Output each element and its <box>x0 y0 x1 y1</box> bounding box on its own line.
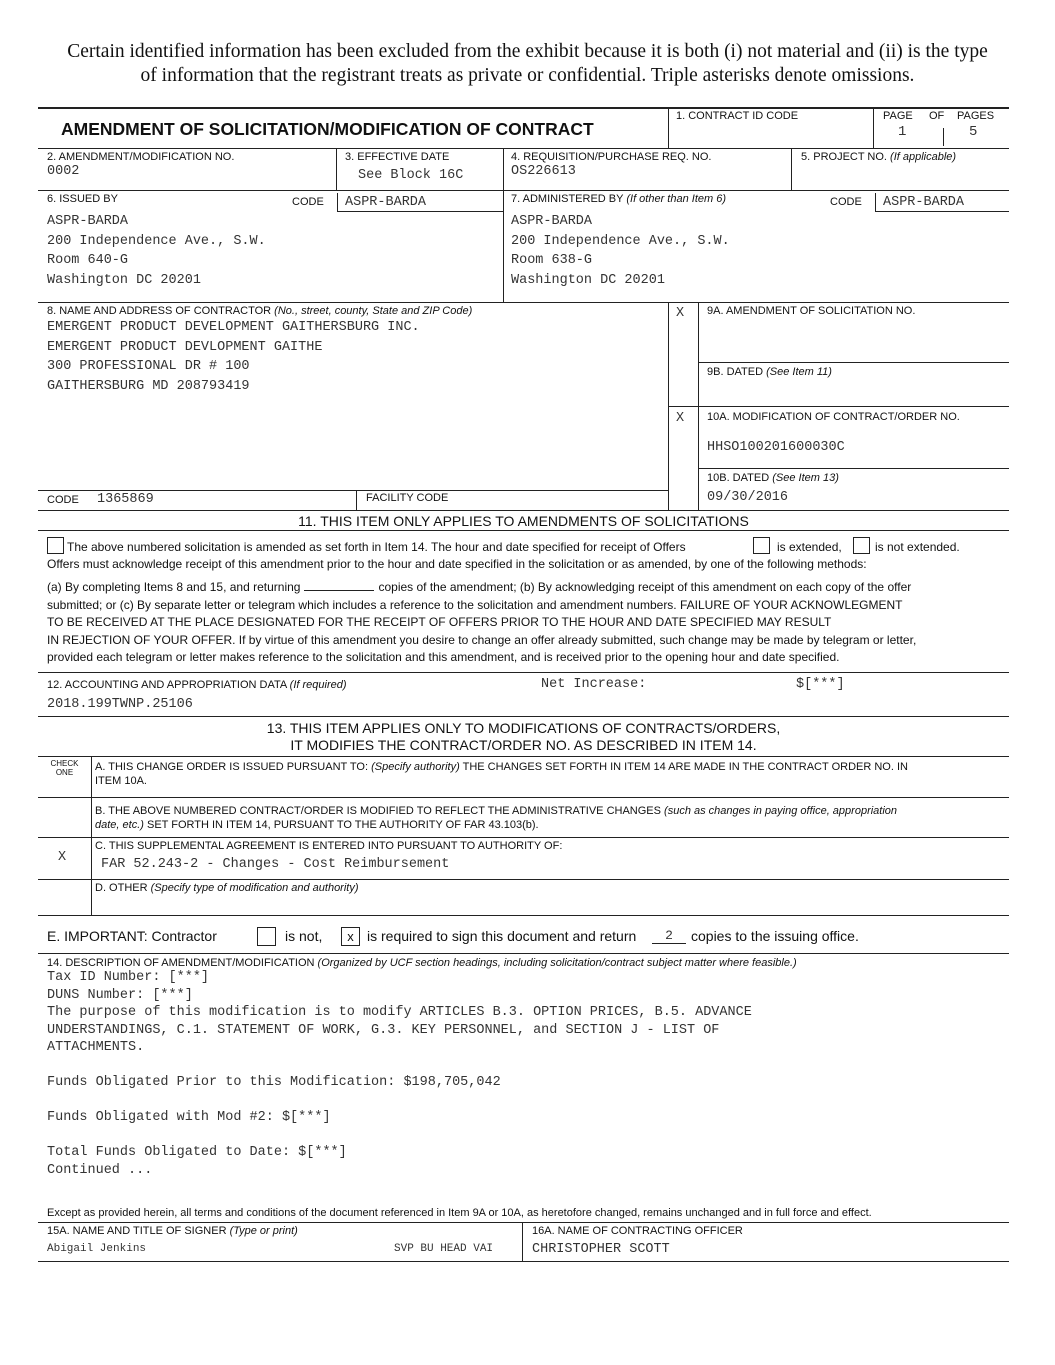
amendment-no-label: 2. AMENDMENT/MODIFICATION NO. <box>47 151 235 163</box>
issued-by-address <box>47 212 266 290</box>
rule <box>38 1261 1009 1262</box>
administered-by-code: ASPR-BARDA <box>883 195 965 210</box>
paragraph-line: (a) By completing Items 8 and 15, and returning copies of the amendment; (b) By acknowledging receipt of this amendment on each copy of the offer <box>47 580 912 594</box>
is-not-checkbox[interactable] <box>257 927 276 946</box>
rule <box>943 128 944 146</box>
solicitation-amended-checkbox[interactable] <box>47 537 64 554</box>
contract-number: HHSO100201600030C <box>707 440 845 455</box>
dated-10b: 09/30/2016 <box>707 490 789 505</box>
rule <box>668 406 1009 407</box>
rule <box>38 510 1009 511</box>
form-title: AMENDMENT OF SOLICITATION/MODIFICATION OF CONTRACT <box>61 119 594 139</box>
rule <box>38 837 1009 838</box>
rule <box>698 362 1009 363</box>
signer-name: Abigail Jenkins <box>47 1243 147 1255</box>
important-label: E. IMPORTANT: Contractor <box>47 928 217 944</box>
signer-title: SVP BU HEAD VAI <box>394 1243 494 1255</box>
rule <box>38 915 1009 916</box>
signer-label: 15A. NAME AND TITLE OF SIGNER (Type or print) <box>47 1225 298 1237</box>
address-line: Washington DC 20201 <box>511 272 665 288</box>
rule <box>38 302 1009 303</box>
address-line: 300 PROFESSIONAL DR # 100 <box>47 359 250 374</box>
administered-by-code-label: CODE <box>830 196 862 208</box>
rule <box>522 1222 523 1262</box>
option-b-text: B. THE ABOVE NUMBERED CONTRACT/ORDER IS MODIFIED TO REFLECT THE ADMINISTRATIVE CHANGES (such as changes in paying office, appropriation date, etc.) SET FORTH IN ITEM 14, PURSUANT TO THE AUTHORITY OF FAR 43.103(b). <box>95 805 898 831</box>
requisition-no: OS226613 <box>511 164 576 179</box>
option-a-text: A. THIS CHANGE ORDER IS ISSUED PURSUANT TO: (Specify authority) THE CHANGES SET FORTH IN ITEM 14 ARE MADE IN THE CONTRACT ORDER NO. IN ITEM 10A. <box>95 761 908 787</box>
address-line: EMERGENT PRODUCT DEVELOPMENT GAITHERSBURG INC. <box>47 320 420 335</box>
item11-line1: The above numbered solicitation is amended as set forth in Item 14. The hour and date specified for receipt of Offers <box>67 540 686 554</box>
is-not-extended-checkbox[interactable] <box>853 537 870 554</box>
address-line: ASPR-BARDA <box>47 214 129 229</box>
option-c-text: C. THIS SUPPLEMENTAL AGREEMENT IS ENTERED INTO PURSUANT TO AUTHORITY OF: <box>95 840 563 852</box>
disclaimer-line-1: Certain identified information has been excluded from the exhibit because it is both (i) not material and (ii) is the type <box>67 41 988 62</box>
accounting-data: 2018.199TWNP.25106 <box>47 697 193 712</box>
rule <box>668 107 669 148</box>
option-d-text: D. OTHER (Specify type of modification and authority) <box>95 882 359 894</box>
item13-heading <box>38 720 1009 754</box>
copies-count: 2 <box>652 929 686 944</box>
amendment-no: 0002 <box>47 164 80 179</box>
page-number: 1 <box>898 124 907 140</box>
paragraph-line: IN REJECTION OF YOUR OFFER. If by virtue of this amendment you desire to change an offer already submitted, such change may be made by telegram or letter, <box>47 632 917 647</box>
contractor-address <box>47 318 420 396</box>
dated-10b-label: 10B. DATED (See Item 13) <box>707 472 839 484</box>
rule <box>38 797 1009 798</box>
address-line: Room 638-G <box>511 253 593 268</box>
rule <box>38 716 1009 717</box>
item13-heading-line-1: 13. THIS ITEM APPLIES ONLY TO MODIFICATIONS OF CONTRACTS/ORDERS, <box>266 720 781 736</box>
contractor-code: 1365869 <box>97 492 154 507</box>
copies-label: copies to the issuing office. <box>691 928 859 944</box>
administered-by-label: 7. ADMINISTERED BY (If other than Item 6) <box>511 193 726 205</box>
modification-contract-label: 10A. MODIFICATION OF CONTRACT/ORDER NO. <box>707 411 960 423</box>
mark-10a: X <box>676 411 685 426</box>
is-not-label: is not, <box>285 928 323 944</box>
paragraph-line: provided each telegram or letter makes reference to the solicitation and this amendment, and is received prior to the opening hour and date specified. <box>47 650 840 664</box>
paragraph-line: submitted; or (c) By separate letter or telegram which includes a reference to the solicitation and amendment numbers. FAILURE OF YOUR ACKNOWLEGMENT <box>47 597 903 612</box>
amendment-solicitation-label: 9A. AMENDMENT OF SOLICITATION NO. <box>707 305 916 317</box>
effective-date: See Block 16C <box>358 168 464 183</box>
item11-paragraph <box>47 579 916 667</box>
rule <box>875 211 1009 212</box>
description-label: 14. DESCRIPTION OF AMENDMENT/MODIFICATION (Organized by UCF section headings, including solicitation/contract subject matter where feasible.) <box>47 957 797 969</box>
rule <box>873 107 874 148</box>
option-c-authority: FAR 52.243-2 - Changes - Cost Reimbursement <box>101 857 450 872</box>
description-body: Tax ID Number: [***] DUNS Number: [***] The purpose of this modification is to modify ARTICLES B.3. OPTION PRICES, B.5. ADVANCE UNDERSTANDINGS, C.1. STATEMENT OF WORK, G.3. KEY PERSONNEL, and SECTION J - LIST OF ATTACHMENTS. Funds Obligated Prior to this Modification: $198,705,042 Funds Obligated with Mod #2: $[***] Total Funds Obligated to Date: $[***] Continued ... <box>47 970 752 1178</box>
officer-label: 16A. NAME OF CONTRACTING OFFICER <box>532 1225 743 1237</box>
issued-by-code: ASPR-BARDA <box>345 195 427 210</box>
rule <box>336 148 337 190</box>
is-required-label: is required to sign this document and return <box>367 928 637 944</box>
rule <box>38 1222 1009 1223</box>
rule <box>38 879 1009 880</box>
disclaimer <box>0 40 1055 88</box>
is-not-extended-label: is not extended. <box>875 540 960 554</box>
rule <box>38 530 1009 531</box>
rule <box>875 193 876 211</box>
except-text: Except as provided herein, all terms and conditions of the document referenced in Item 9A or 10A, as heretofore changed, remains unchanged and in full force and effect. <box>47 1207 872 1219</box>
address-line: GAITHERSBURG MD 208793419 <box>47 378 250 394</box>
check-one-label: CHECK ONE <box>50 759 79 777</box>
rule <box>503 190 504 302</box>
of-label: OF <box>929 110 945 122</box>
rule-header <box>38 148 1009 149</box>
is-required-checkbox[interactable]: x <box>341 927 360 946</box>
address-line: Room 640-G <box>47 253 129 268</box>
accounting-label: 12. ACCOUNTING AND APPROPRIATION DATA (If required) <box>47 679 347 691</box>
address-line: EMERGENT PRODUCT DEVLOPMENT GAITHE <box>47 339 323 355</box>
project-no-label: 5. PROJECT NO. (If applicable) <box>801 151 957 163</box>
pages-label: PAGES <box>957 110 995 122</box>
contract-id-label: 1. CONTRACT ID CODE <box>676 110 799 122</box>
address-line: 200 Independence Ave., S.W. <box>511 233 730 249</box>
mark-9a: X <box>676 306 685 321</box>
contractor-label: 8. NAME AND ADDRESS OF CONTRACTOR (No., street, county, State and ZIP Code) <box>47 305 473 317</box>
address-line: ASPR-BARDA <box>511 214 593 229</box>
rule <box>38 672 1009 673</box>
rule <box>337 193 338 211</box>
administered-by-address <box>511 212 730 290</box>
copies-blank[interactable] <box>304 590 374 591</box>
item11-line2: Offers must acknowledge receipt of this amendment prior to the hour and date specified in the solicitation or as amended, by one of the following methods: <box>47 557 867 571</box>
rule <box>38 756 1009 757</box>
option-c-mark: X <box>58 850 67 865</box>
dated-9b-label: 9B. DATED (See Item 11) <box>707 366 832 378</box>
is-extended-label: is extended, <box>777 540 842 554</box>
rule <box>503 148 504 190</box>
item13-heading-line-2: IT MODIFIES THE CONTRACT/ORDER NO. AS DESCRIBED IN ITEM 14. <box>290 737 757 753</box>
rule <box>356 490 357 510</box>
effective-date-label: 3. EFFECTIVE DATE <box>345 151 450 163</box>
is-extended-checkbox[interactable] <box>753 537 770 554</box>
rule <box>698 468 1009 469</box>
issued-by-label: 6. ISSUED BY <box>47 193 118 205</box>
facility-code-label: FACILITY CODE <box>366 492 449 504</box>
form-top-border <box>38 107 1009 109</box>
net-increase-value: $[***] <box>796 677 845 692</box>
address-line: Washington DC 20201 <box>47 272 201 288</box>
page-label: PAGE <box>883 110 913 122</box>
contractor-code-label: CODE <box>47 494 79 506</box>
officer-name: CHRISTOPHER SCOTT <box>532 1242 670 1257</box>
rule <box>337 211 503 212</box>
requisition-label: 4. REQUISITION/PURCHASE REQ. NO. <box>511 151 712 163</box>
rule <box>91 756 92 915</box>
pages-total: 5 <box>969 124 978 140</box>
rule <box>38 953 1009 954</box>
paragraph-line: TO BE RECEIVED AT THE PLACE DESIGNATED FOR THE RECEIPT OF OFFERS PRIOR TO THE HOUR AND DATE SPECIFIED MAY RESULT <box>47 615 832 629</box>
address-line: 200 Independence Ave., S.W. <box>47 233 266 249</box>
rule <box>38 190 1009 191</box>
item11-heading: 11. THIS ITEM ONLY APPLIES TO AMENDMENTS OF SOLICITATIONS <box>298 513 749 529</box>
rule <box>791 148 792 190</box>
disclaimer-line-2: of information that the registrant treats as private or confidential. Triple asterisks denote omissions. <box>140 65 915 86</box>
net-increase-label: Net Increase: <box>541 677 647 692</box>
issued-by-code-label: CODE <box>292 196 324 208</box>
